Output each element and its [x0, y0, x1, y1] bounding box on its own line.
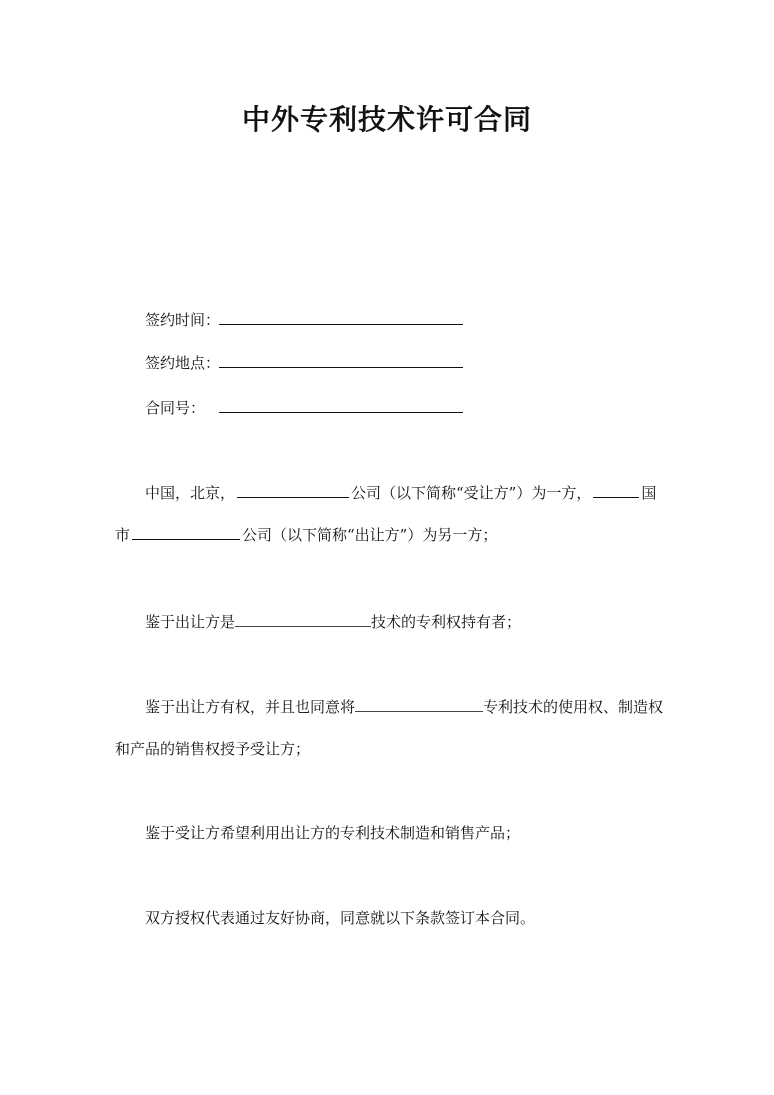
parties-text-a: 中国，北京，: [145, 484, 236, 502]
contract-no-blank[interactable]: [219, 395, 463, 413]
parties-text-d: 市: [115, 526, 131, 544]
recital2-text-c: 和产品的销售权授予受让方；: [115, 740, 311, 758]
contract-no-label: 合同号：: [145, 399, 206, 417]
recital-grant-line-2: [115, 738, 310, 760]
sign-time-label: 签约时间：: [145, 311, 221, 329]
transferor-company-blank[interactable]: [132, 522, 240, 540]
recital2-text-a: 鉴于出让方有权，并且也同意将: [145, 698, 356, 716]
recital4-text: 双方授权代表通过友好协商，同意就以下条款签订本合同。: [145, 909, 536, 927]
parties-text-c: 国: [641, 484, 657, 502]
recital-manufacture: [145, 822, 520, 844]
contract-no-row: [145, 395, 463, 419]
parties-line-1: [145, 480, 656, 504]
parties-line-2: [115, 522, 497, 546]
recital1-text-b: 技术的专利权持有者；: [371, 613, 522, 631]
recital-agreement: [145, 907, 535, 929]
document-title: 中外专利技术许可合同: [241, 103, 532, 136]
recital-grant-line-1: [145, 694, 663, 718]
parties-text-b: 公司（以下简称“受让方”）为一方，: [351, 484, 592, 502]
sign-place-label: 签约地点：: [145, 354, 221, 372]
transferee-company-blank[interactable]: [237, 480, 349, 498]
recital3-text: 鉴于受让方希望利用出让方的专利技术制造和销售产品；: [145, 824, 521, 842]
sign-time-blank[interactable]: [219, 307, 463, 325]
recital-patent-holder: [145, 609, 521, 633]
recital1-text-a: 鉴于出让方是: [145, 613, 236, 631]
sign-time-row: [145, 307, 463, 331]
patent-technology-blank[interactable]: [355, 694, 483, 712]
transferor-country-blank[interactable]: [593, 480, 639, 498]
sign-place-row: [145, 350, 463, 374]
recital2-text-b: 专利技术的使用权、制造权: [483, 698, 664, 716]
parties-text-e: 公司（以下简称“出让方”）为另一方；: [242, 526, 498, 544]
sign-place-blank[interactable]: [219, 350, 463, 368]
technology-name-blank[interactable]: [235, 609, 371, 627]
